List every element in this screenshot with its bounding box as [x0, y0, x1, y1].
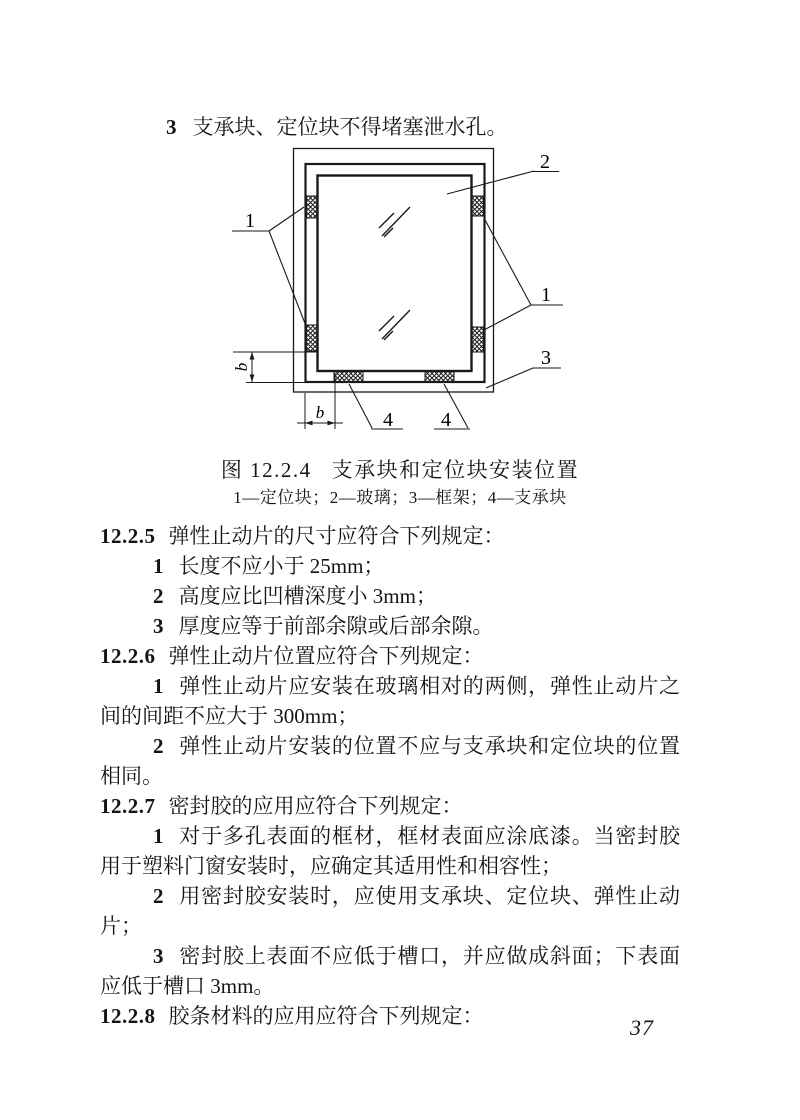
clause-item [100, 581, 680, 611]
item-text: 高度应比凹槽深度小 3mm； [178, 584, 437, 608]
section-12-2-5 [100, 521, 680, 551]
intro-paragraph [100, 112, 680, 142]
figure-caption-number: 图 12.2.4 [220, 458, 312, 482]
section-title: 密封胶的应用应符合下列规定： [168, 794, 463, 818]
figure-legend: 1—定位块；2—玻璃；3—框架；4—支承块 [233, 488, 567, 507]
support-block-right [425, 372, 454, 383]
clause-item [100, 551, 680, 581]
item-number: 3 [153, 614, 164, 638]
section-title: 胶条材料的应用应符合下列规定： [168, 1004, 484, 1028]
glass-rect [318, 176, 472, 372]
item-number: 1 [153, 674, 164, 698]
clause-item [100, 611, 680, 641]
item-text: 弹性止动片安装的位置不应与支承块和定位块的位置相同。 [100, 734, 680, 788]
item-number: 3 [166, 115, 177, 139]
section-number: 12.2.8 [100, 1004, 156, 1028]
item-text: 支承块、定位块不得堵塞泄水孔。 [192, 115, 508, 139]
item-text: 密封胶上表面不应低于槽口，并应做成斜面；下表面应低于槽口 3mm。 [100, 944, 680, 998]
callout-support-left-label: 4 [383, 409, 393, 431]
dimension-bottom-b-label: b [315, 403, 325, 422]
item-text: 用密封胶安装时，应使用支承块、定位块、弹性止动片； [100, 884, 680, 938]
section-title: 弹性止动片位置应符合下列规定： [168, 644, 484, 668]
clause-item [100, 881, 680, 941]
clause-item [100, 941, 680, 1001]
item-text: 厚度应等于前部余隙或后部余隙。 [178, 614, 494, 638]
callout-frame-label: 3 [541, 347, 551, 369]
callout-support-right [434, 384, 470, 429]
section-number: 12.2.5 [100, 524, 156, 548]
page-number: 37 [630, 1015, 654, 1040]
clause-item [100, 731, 680, 791]
item-number: 1 [153, 824, 164, 848]
clause-item [100, 112, 680, 142]
callout-frame [486, 368, 561, 388]
callout-support-right-label: 4 [441, 409, 451, 431]
item-text: 长度不应小于 25mm； [178, 554, 385, 578]
item-number: 2 [153, 734, 164, 758]
section-number: 12.2.6 [100, 644, 156, 668]
locator-block-upper-right [472, 196, 484, 216]
clause-item [100, 671, 680, 731]
section-12-2-6 [100, 641, 680, 671]
callout-locator-left-label: 1 [245, 210, 255, 232]
callout-locator-right [484, 218, 563, 330]
section-12-2-8 [100, 1001, 680, 1031]
support-block-left [334, 372, 363, 383]
item-number: 2 [153, 884, 164, 908]
callout-support-left [349, 384, 403, 429]
section-12-2-7 [100, 791, 680, 821]
installation-diagram [0, 140, 800, 445]
item-text: 对于多孔表面的框材，框材表面应涂底漆。当密封胶用于塑料门窗安装时，应确定其适用性和相容性； [100, 824, 680, 878]
item-number: 3 [153, 944, 164, 968]
item-text: 弹性止动片应安装在玻璃相对的两侧，弹性止动片之间的间距不应大于 300mm； [100, 674, 680, 728]
callout-locator-left [232, 207, 306, 326]
locator-block-upper-left [307, 196, 318, 218]
callout-locator-right-label: 1 [541, 284, 551, 306]
section-number: 12.2.7 [100, 794, 156, 818]
locator-block-lower-left [307, 325, 318, 351]
item-number: 1 [153, 554, 164, 578]
dimension-left-b-label: b [232, 362, 251, 372]
figure-caption [0, 454, 800, 484]
callout-glass-label: 2 [540, 151, 550, 173]
locator-block-lower-right [472, 327, 484, 352]
item-number: 2 [153, 584, 164, 608]
figure-caption-title: 支承块和定位块安装位置 [331, 458, 580, 482]
body-text [100, 521, 680, 1031]
clause-item [100, 821, 680, 881]
section-title: 弹性止动片的尺寸应符合下列规定： [168, 524, 505, 548]
